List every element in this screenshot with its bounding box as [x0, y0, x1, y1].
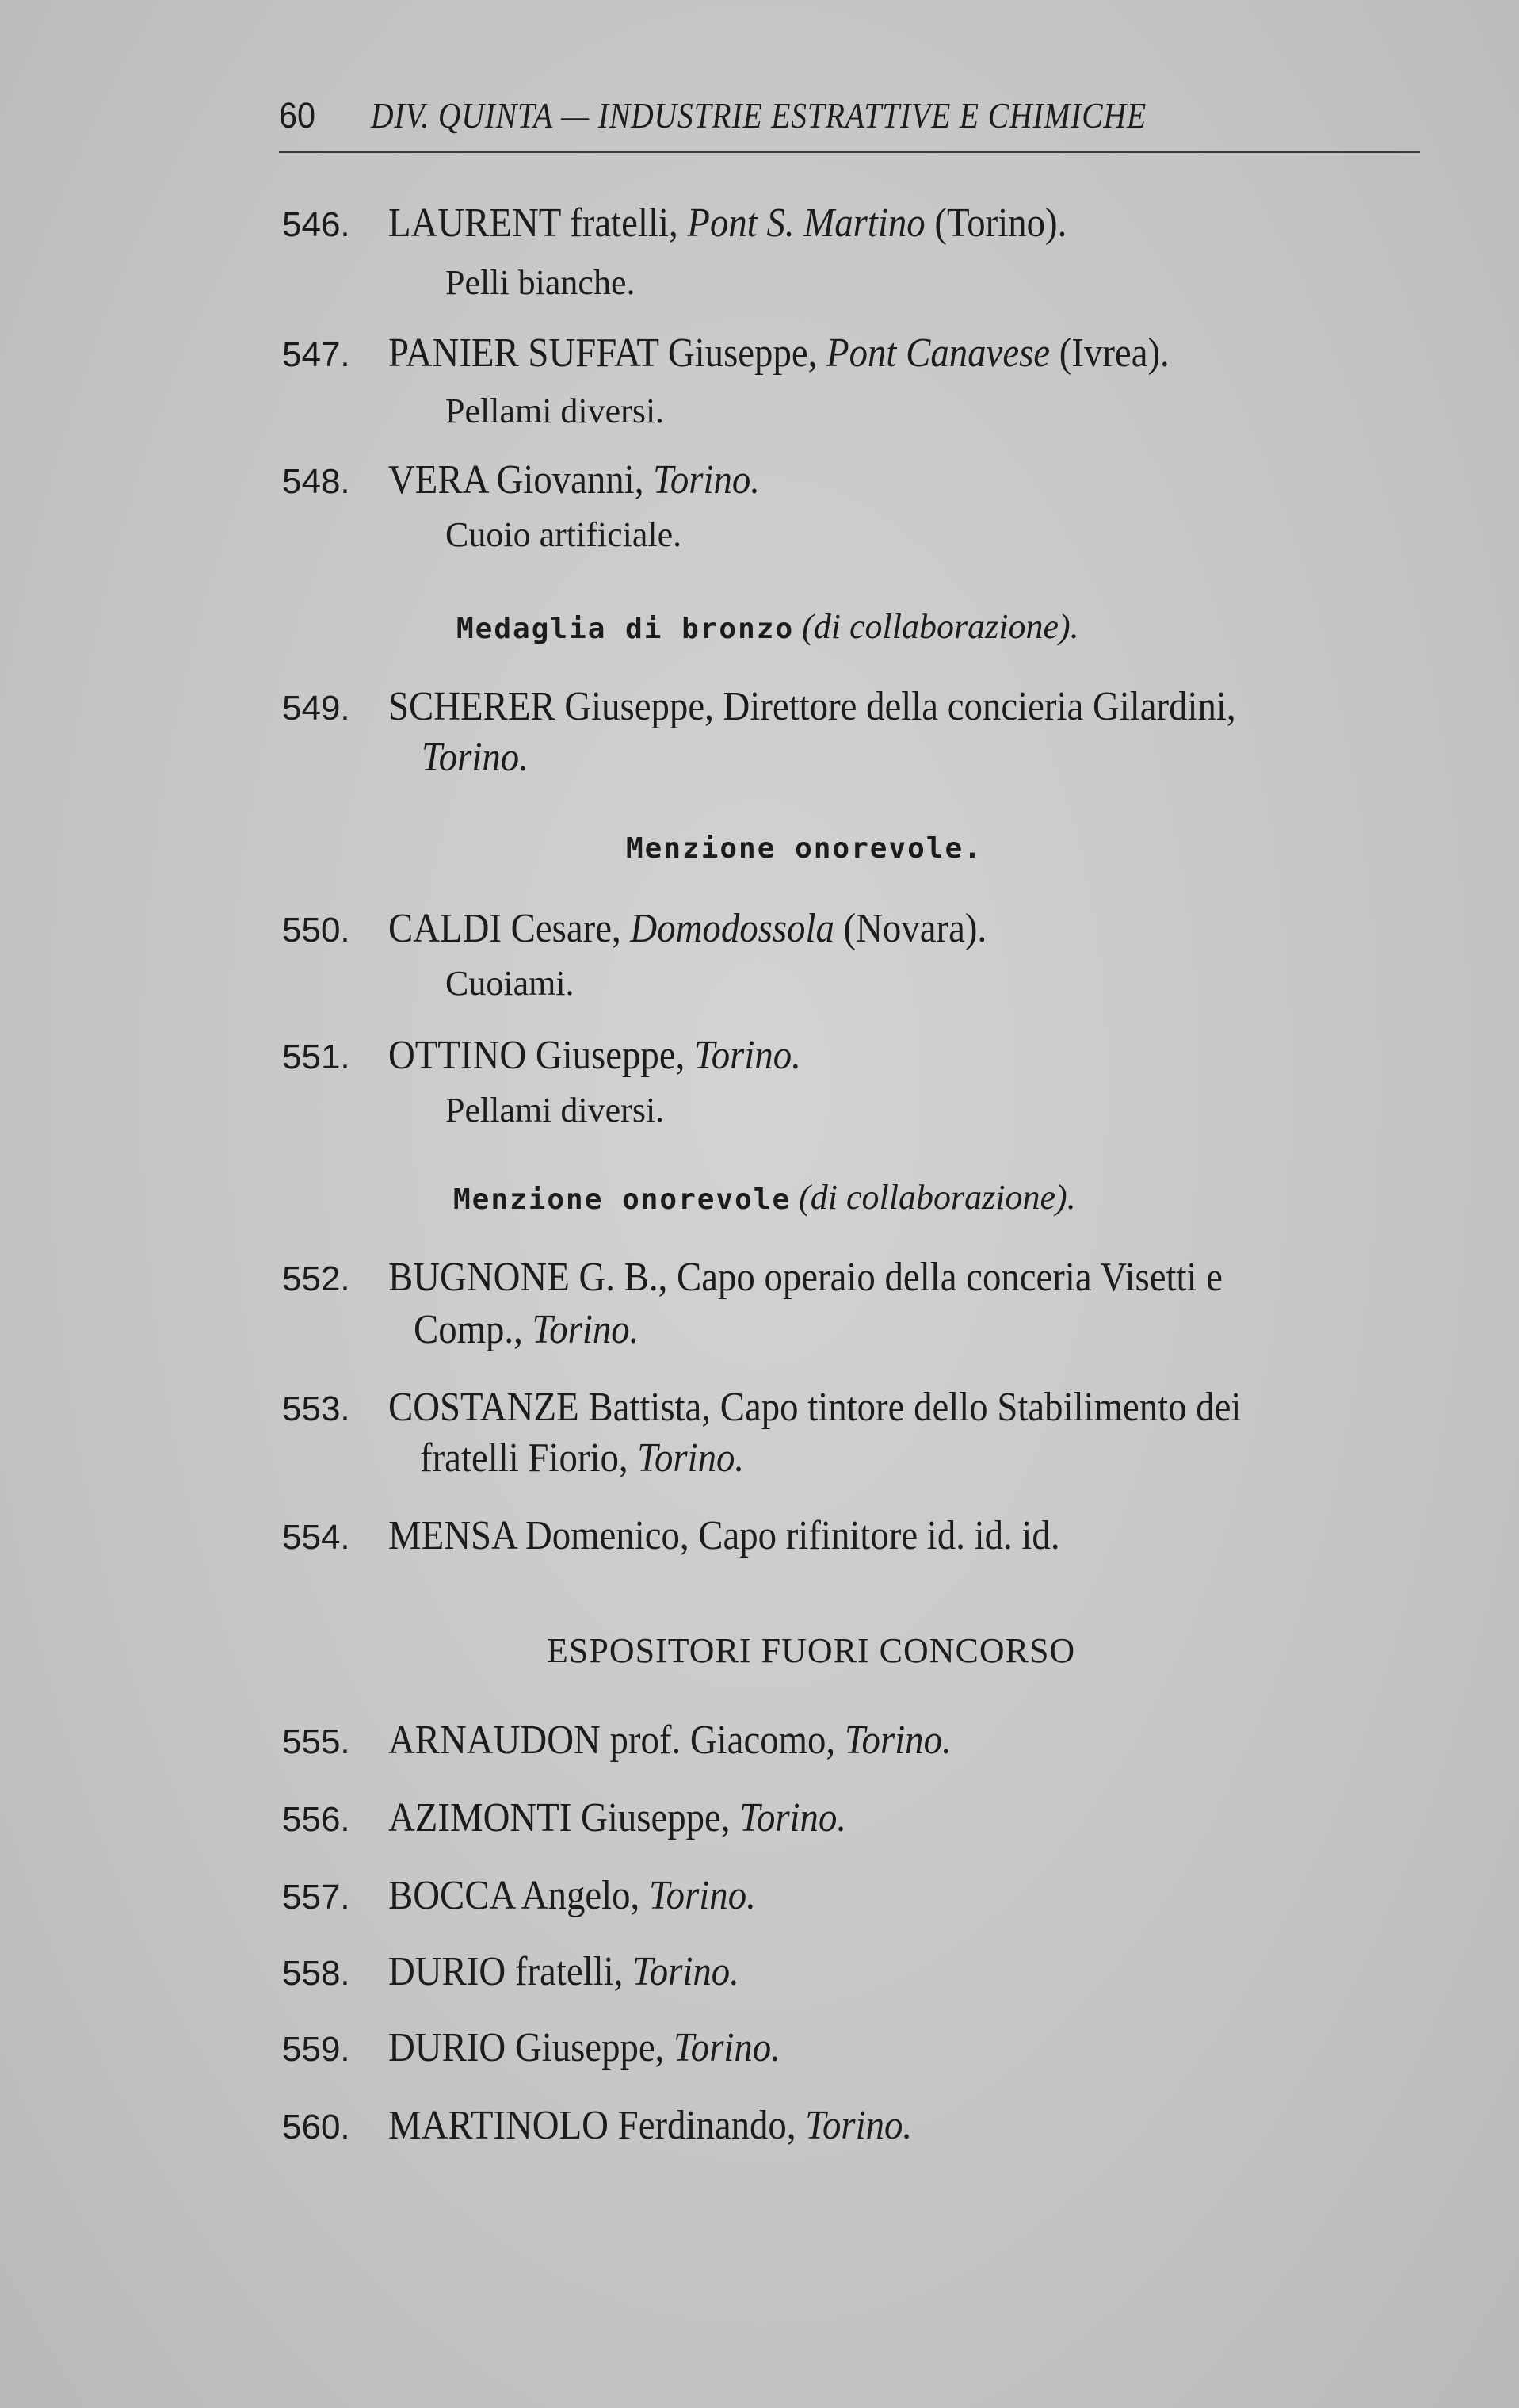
entry-text	[388, 904, 987, 954]
exhibitor-place: Torino.	[422, 735, 529, 780]
entry-text	[388, 1947, 739, 1997]
award-qualifier: (di collaborazione).	[799, 1178, 1076, 1217]
exhibitor-name: DURIO Giuseppe,	[388, 2025, 665, 2070]
entry-text	[388, 328, 1170, 379]
exhibitor-name: BOCCA Angelo,	[388, 1873, 640, 1918]
entry-number: 559.	[282, 2030, 350, 2069]
award-heading-honorable	[626, 824, 983, 872]
entry-text	[388, 2100, 912, 2151]
exhibitor-name: DURIO fratelli,	[388, 1949, 624, 1994]
section-heading: ESPOSITORI FUORI CONCORSO	[547, 1631, 1076, 1670]
entry-text	[388, 455, 760, 506]
entry-continuation-text	[420, 1433, 744, 1484]
page-header	[279, 94, 1420, 157]
entry-continuation-text	[414, 1305, 639, 1355]
entry-text: MENSA Domenico, Capo rifinitore id. id. id.	[388, 1513, 1060, 1558]
exhibitor-place: Torino.	[739, 1795, 847, 1840]
exhibitor-name: CALDI Cesare,	[388, 906, 621, 951]
entry-text	[388, 1871, 756, 1921]
exhibitor-name: MARTINOLO Ferdinando,	[388, 2103, 796, 2148]
entry-number: 552.	[282, 1259, 350, 1298]
exhibitor-place: Torino.	[844, 1718, 952, 1763]
entry-text	[388, 198, 1067, 249]
entry-number: 550.	[282, 911, 350, 950]
entry-551-detail: Pellami diversi.	[445, 1091, 665, 1129]
entry-550-detail: Cuoiami.	[445, 964, 574, 1003]
entry-549	[282, 682, 1330, 734]
entry-text	[388, 1715, 952, 1766]
entry-553	[282, 1382, 1336, 1435]
entry-560	[282, 2100, 971, 2153]
exhibitor-place: Torino.	[653, 457, 760, 503]
entry-number: 557.	[282, 1878, 350, 1917]
entry-557	[282, 1871, 796, 1923]
entry-text: COSTANZE Battista, Capo tintore dello Stabilimento dei	[388, 1385, 1242, 1430]
exhibitor-place: Domodossola	[630, 906, 834, 951]
entry-text	[388, 1793, 846, 1844]
entry-number: 553.	[282, 1389, 350, 1428]
header-rule	[279, 151, 1420, 153]
exhibitor-name: PANIER SUFFAT Giuseppe,	[388, 331, 818, 376]
entry-text	[388, 1030, 801, 1081]
exhibitor-place: Torino.	[637, 1435, 745, 1481]
entry-number: 560.	[282, 2108, 350, 2146]
entry-552	[282, 1252, 1315, 1305]
entry-547-detail: Pellami diversi.	[445, 392, 665, 430]
entry-number: 554.	[282, 1518, 350, 1557]
exhibitor-place: Torino.	[805, 2103, 913, 2148]
entry-546-detail: Pelli bianche.	[445, 263, 635, 302]
entry-number: 556.	[282, 1800, 350, 1839]
entry-558	[282, 1947, 778, 1999]
entry-number: 551.	[282, 1038, 350, 1076]
entry-551	[282, 1030, 847, 1083]
entry-number: 548.	[282, 462, 350, 501]
exhibitor-place: Pont S. Martino	[687, 201, 926, 246]
entry-547	[282, 328, 1256, 380]
entry-text: BUGNONE G. B., Capo operaio della conceria Visetti e	[388, 1255, 1223, 1300]
exhibitor-name: VERA Giovanni,	[388, 457, 644, 503]
running-title: DIV. QUINTA — INDUSTRIE ESTRATTIVE E CHIMICHE	[371, 95, 1147, 136]
exhibitor-place: Torino.	[532, 1307, 639, 1352]
entry-555	[282, 1715, 1014, 1768]
award-label: Menzione onorevole	[453, 1183, 792, 1216]
entry-550	[282, 904, 1053, 956]
entry-559	[282, 2023, 824, 2075]
entry-553-continuation	[420, 1433, 780, 1484]
entry-number: 558.	[282, 1954, 350, 1993]
exhibitor-place: Torino.	[674, 2025, 780, 2070]
entry-554	[282, 1511, 1135, 1563]
exhibitor-name: OTTINO Giuseppe,	[388, 1033, 685, 1078]
entry-number: 547.	[282, 335, 350, 374]
award-qualifier: (di collaborazione).	[802, 607, 1079, 646]
award-label: Menzione onorevole.	[626, 832, 983, 865]
entry-number: 549.	[282, 689, 350, 728]
page-number: 60	[279, 95, 316, 136]
award-label: Medaglia di bronzo	[456, 613, 795, 645]
entry-number: 546.	[282, 205, 350, 244]
entry-556	[282, 1793, 897, 1845]
entry-546	[282, 198, 1142, 250]
exhibitor-name: LAURENT fratelli,	[388, 201, 678, 246]
exhibitor-place: Torino.	[694, 1033, 801, 1078]
entry-text	[388, 2023, 780, 2074]
continuation-text: Comp.,	[414, 1307, 523, 1352]
entry-text: SCHERER Giuseppe, Direttore della concieria Gilardini,	[388, 684, 1236, 729]
exhibitor-region: (Novara).	[843, 906, 987, 951]
exhibitor-region: (Ivrea).	[1059, 331, 1170, 376]
entry-549-continuation	[422, 732, 540, 783]
award-heading-honorable-collab	[453, 1175, 1076, 1223]
exhibitor-place: Pont Canavese	[826, 331, 1051, 376]
exhibitor-name: AZIMONTI Giuseppe,	[388, 1795, 731, 1840]
exhibitor-name: ARNAUDON prof. Giacomo,	[388, 1718, 836, 1763]
entry-548	[282, 455, 801, 507]
entry-number: 555.	[282, 1722, 350, 1761]
award-heading-bronze-collab	[456, 604, 1079, 652]
entry-548-detail: Cuoio artificiale.	[445, 515, 682, 554]
entry-552-continuation	[414, 1305, 664, 1355]
continuation-text: fratelli Fiorio,	[420, 1435, 628, 1481]
exhibitor-place: Torino.	[648, 1873, 756, 1918]
exhibitor-region: (Torino).	[934, 201, 1067, 246]
exhibitor-place: Torino.	[632, 1949, 739, 1994]
